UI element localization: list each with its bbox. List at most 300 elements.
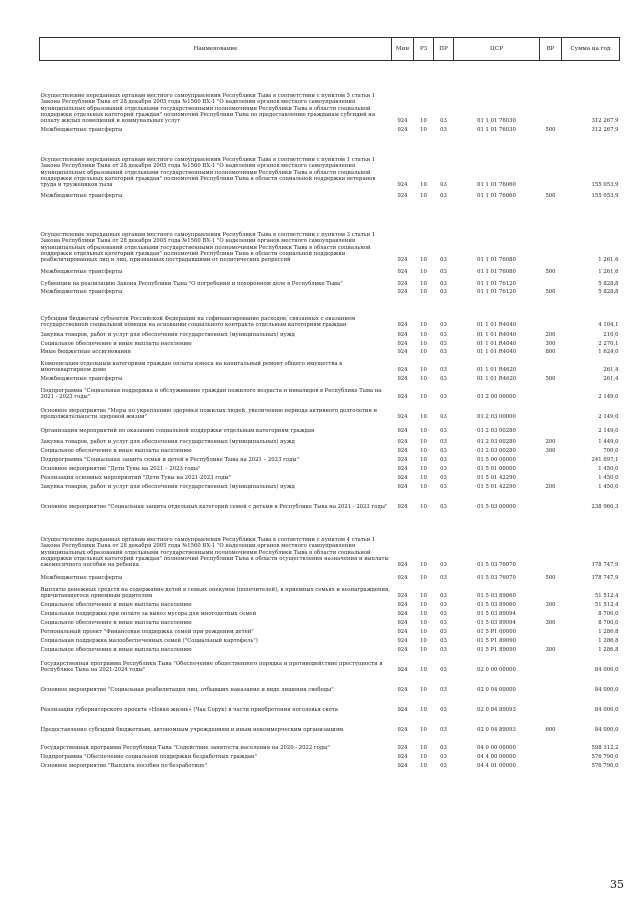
cell-pr: 03: [440, 457, 447, 464]
cell-pr: 03: [440, 332, 447, 339]
cell-sum: 51 512,4: [594, 593, 619, 600]
cell-name: Реализация основных мероприятий "Дети Тувы на 2021-2023 годы": [40, 475, 232, 482]
cell-sum: 1 286,8: [598, 629, 619, 636]
cell-min: 924: [397, 647, 408, 654]
cell-vr: [540, 752, 562, 761]
cell-csr: 01 1 01 R4620: [476, 376, 517, 383]
cell-sum: 598 312,2: [591, 745, 619, 752]
table-row: [40, 645, 620, 654]
cell-name: Осуществление переданных органам местного самоуправления Республики Тыва в соответствии с пунктом 1 статьи 1 Закона Республики Тыва от 28 декабря 2005 года №1560 ВХ-1 "О наделении органов местного самоуправления муниципальных образований отдельными государственными полномочиями Республики Тыва в области социальной поддержки отдельных категорий граждан" полномочий Республики Тыва в области социальной поддержки ветеранов труда и тружеников тыла: [40, 157, 376, 189]
cell-vr: 300: [545, 448, 556, 455]
cell-pr: 03: [440, 118, 447, 125]
cell-name: Субсидии бюджетам субъектов Российской Федерации на софинансирование расходов, связанных с оказанием государственной социальной помощи на основании социального контракта отдельным категориям граждан: [40, 315, 356, 329]
cell-vr: [540, 636, 562, 645]
cell-vr: 500: [545, 575, 556, 582]
cell-sum: 84 000,0: [594, 687, 619, 694]
cell-min: 924: [397, 562, 408, 569]
cell-vr: [540, 383, 562, 401]
cell-vr: [540, 761, 562, 770]
header-vr: ВР: [540, 38, 562, 61]
cell-csr: 04 4 01 00000: [477, 763, 516, 770]
cell-csr: 01 1 01 76030: [477, 127, 516, 134]
cell-sum: 1 624,0: [598, 349, 619, 356]
cell-name: Осуществление переданных органам местного самоуправления Республики Тыва в соответствии с пунктом 5 статьи 1 Закона Республики Тыва от 28 декабря 2005 года №1560 ВХ-1 "О наделении органов местного самоуправления муниципальных образований отдельными государственными полномочиями Республики Тыва в области социальной поддержки отдельных категорий граждан" полномочий Республики Тыва по предоставлению гражданам субсидий на оплату жилых помещений и коммунальных услуг: [40, 93, 376, 125]
cell-rz: 10: [420, 667, 427, 674]
cell-vr: [540, 356, 562, 374]
cell-pr: 03: [440, 448, 447, 455]
cell-sum: 8 700,0: [598, 611, 619, 618]
cell-min: 924: [397, 414, 408, 421]
table-row: [40, 61, 620, 125]
cell-vr: [540, 276, 562, 288]
cell-min: 924: [397, 629, 408, 636]
cell-sum: 312 267,9: [591, 127, 619, 134]
cell-pr: 03: [440, 289, 447, 296]
table-body: [40, 61, 620, 770]
cell-pr: 03: [440, 484, 447, 491]
cell-vr: 800: [545, 349, 556, 356]
cell-csr: 01 1 01 76080: [477, 257, 516, 264]
cell-rz: 10: [420, 602, 427, 609]
table-row: [40, 582, 620, 600]
cell-rz: 10: [420, 629, 427, 636]
cell-min: 924: [397, 745, 408, 752]
table-row: [40, 200, 620, 264]
cell-name: Реализация губернаторского проекта «Новая жизнь» (Чаа Сорук) в части приобретения поголовья скота: [40, 707, 338, 714]
cell-sum: 1 450,0: [598, 466, 619, 473]
table-row: [40, 464, 620, 473]
cell-min: 924: [397, 687, 408, 694]
cell-min: 924: [397, 257, 408, 264]
table-header-row: [40, 38, 620, 61]
cell-pr: 03: [440, 269, 447, 276]
table-row: [40, 356, 620, 374]
cell-vr: 200: [545, 332, 556, 339]
table-row: [40, 569, 620, 582]
cell-name: Компенсация отдельным категориям граждан оплаты взноса на капитальный ремонт общего имущества в многоквартирном доме: [40, 360, 343, 374]
cell-name: Межбюджетные трансферты: [40, 269, 123, 276]
cell-name: Межбюджетные трансферты: [40, 127, 123, 134]
cell-sum: 51 512,4: [594, 602, 619, 609]
cell-rz: 10: [420, 367, 427, 374]
table-row: [40, 714, 620, 734]
cell-rz: 10: [420, 341, 427, 348]
table-row: [40, 134, 620, 189]
cell-sum: 1 286,8: [598, 647, 619, 654]
cell-min: 924: [397, 638, 408, 645]
cell-sum: 155 053,9: [591, 193, 619, 200]
cell-pr: 03: [440, 257, 447, 264]
cell-min: 924: [397, 118, 408, 125]
cell-csr: 01 1 01 76120: [477, 289, 516, 296]
cell-rz: 10: [420, 727, 427, 734]
cell-pr: 03: [440, 575, 447, 582]
table-row: [40, 511, 620, 569]
cell-pr: 03: [440, 611, 447, 618]
cell-vr: 300: [545, 341, 556, 348]
cell-name: Предоставление субсидий бюджетным, автономным учреждениям и иным некоммерческим организациям: [40, 727, 344, 734]
cell-rz: 10: [420, 281, 427, 288]
cell-vr: 500: [545, 193, 556, 200]
cell-csr: 01 1 01 R4620: [476, 367, 517, 374]
cell-csr: 01 1 01 76030: [477, 118, 516, 125]
header-min: Мин: [392, 38, 414, 61]
cell-csr: 02 0 04 00000: [477, 687, 516, 694]
cell-vr: [540, 734, 562, 752]
cell-sum: 238 960,3: [591, 504, 619, 511]
cell-vr: [540, 473, 562, 482]
cell-pr: 03: [440, 439, 447, 446]
cell-vr: [540, 654, 562, 674]
cell-pr: 03: [440, 428, 447, 435]
cell-name: Социальное обеспечение и иные выплаты населению: [40, 448, 192, 455]
cell-min: 924: [397, 193, 408, 200]
cell-vr: 200: [545, 484, 556, 491]
cell-name: Социальная поддержка при оплате за вывоз мусора для многодетных семей: [40, 611, 257, 618]
cell-min: 924: [397, 475, 408, 482]
table-row: [40, 435, 620, 446]
cell-pr: 03: [440, 620, 447, 627]
cell-rz: 10: [420, 394, 427, 401]
table-row: [40, 609, 620, 618]
cell-csr: 01 2 03 00280: [477, 439, 516, 446]
cell-min: 924: [397, 504, 408, 511]
cell-csr: 01 1 01 R4040: [476, 332, 517, 339]
cell-name: Основное мероприятие "Социальная реабилитация лиц, отбывших наказание и виде лишения свободы": [40, 687, 334, 694]
cell-name: Подпрограмма "Социальная поддержка и обслуживание граждан пожилого возраста и инвалидов в Республике Тыва на 2021 - 2023 годы": [40, 387, 382, 401]
cell-vr: 300: [545, 602, 556, 609]
cell-sum: 261,4: [603, 367, 619, 374]
cell-csr: 01 1 01 R4040: [476, 341, 517, 348]
cell-vr: [540, 609, 562, 618]
cell-min: 924: [397, 269, 408, 276]
cell-vr: [540, 511, 562, 569]
cell-min: 924: [397, 367, 408, 374]
cell-name: Выплаты денежных средств на содержание детей в семьях опекунов (попечителей), в приемных семьях и вознаграждения, причитающегося приемным родителям: [40, 586, 391, 600]
cell-rz: 10: [420, 428, 427, 435]
cell-csr: 01 2 03 00280: [477, 428, 516, 435]
cell-pr: 03: [440, 687, 447, 694]
header-rz: РЗ: [414, 38, 434, 61]
cell-sum: 210,0: [603, 332, 619, 339]
cell-rz: 10: [420, 638, 427, 645]
cell-rz: 10: [420, 322, 427, 329]
cell-sum: 261,4: [603, 376, 619, 383]
cell-sum: 2 149,0: [598, 394, 619, 401]
cell-rz: 10: [420, 457, 427, 464]
cell-sum: 155 053,9: [591, 182, 619, 189]
cell-sum: 700,0: [603, 448, 619, 455]
cell-csr: 04 4 00 00000: [477, 754, 516, 761]
cell-pr: 03: [440, 414, 447, 421]
cell-min: 924: [397, 127, 408, 134]
cell-min: 924: [397, 611, 408, 618]
cell-csr: 01 5 03 76070: [477, 562, 516, 569]
cell-pr: 03: [440, 281, 447, 288]
cell-min: 924: [397, 466, 408, 473]
cell-csr: 02 0 04 89093: [477, 707, 516, 714]
cell-csr: 02 0 04 89093: [477, 727, 516, 734]
table-row: [40, 600, 620, 609]
cell-pr: 03: [440, 647, 447, 654]
cell-sum: 241 697,1: [591, 457, 619, 464]
cell-min: 924: [397, 763, 408, 770]
cell-sum: 2 149,0: [598, 428, 619, 435]
cell-vr: [540, 421, 562, 435]
cell-csr: 01 1 01 76080: [477, 269, 516, 276]
cell-min: 924: [397, 182, 408, 189]
cell-rz: 10: [420, 193, 427, 200]
cell-name: Межбюджетные трансферты: [40, 289, 123, 296]
cell-name: Межбюджетные трансферты: [40, 376, 123, 383]
cell-csr: 01 5 01 00000: [477, 466, 516, 473]
table-row: [40, 189, 620, 200]
cell-rz: 10: [420, 754, 427, 761]
table-row: [40, 636, 620, 645]
cell-vr: [540, 627, 562, 636]
cell-sum: 2 149,0: [598, 414, 619, 421]
cell-name: Закупка товаров, работ и услуг для обеспечения государственных (муниципальных) нужд: [40, 484, 295, 491]
cell-pr: 03: [440, 745, 447, 752]
cell-min: 924: [397, 428, 408, 435]
cell-min: 924: [397, 439, 408, 446]
cell-min: 924: [397, 727, 408, 734]
table-row: [40, 264, 620, 276]
cell-name: Субвенции на реализацию Закона Республики Тыва "О погребении и похоронном деле в Республике Тыва": [40, 281, 343, 288]
cell-csr: 01 5 P1 89090: [477, 638, 516, 645]
cell-csr: 04 0 00 00000: [477, 745, 516, 752]
cell-sum: 178 747,9: [591, 562, 619, 569]
header-name: Наименование: [40, 38, 392, 61]
cell-name: Межбюджетные трансферты: [40, 193, 123, 200]
cell-pr: 03: [440, 127, 447, 134]
cell-name: Социальное обеспечение и иные выплаты населению: [40, 620, 192, 627]
table-row: [40, 627, 620, 636]
cell-name: Основное мероприятие "Выплата пособия по безработице": [40, 763, 207, 770]
cell-vr: [540, 582, 562, 600]
cell-vr: 300: [545, 620, 556, 627]
cell-min: 924: [397, 332, 408, 339]
cell-name: Социальное обеспечение и иные выплаты населению: [40, 647, 192, 654]
cell-name: Осуществление переданных органам местного самоуправления Республики Тыва в соответствии с пунктом 4 статьи 1 Закона Республики Тыва от 28 декабря 2005 года №1560 ВХ-1 "О наделении органов местного самоуправления муниципальных образований отдельными государственными полномочиями Республики Тыва в области социальной поддержки отдельных категорий граждан" полномочий Республики Тыва в области осуществления назначения и выплаты ежемесячного пособия на ребенка: [40, 537, 389, 569]
cell-vr: 500: [545, 289, 556, 296]
table-row: [40, 491, 620, 511]
table-row: [40, 734, 620, 752]
cell-sum: 576 790,0: [591, 754, 619, 761]
cell-csr: 01 1 01 76060: [477, 193, 516, 200]
cell-rz: 10: [420, 475, 427, 482]
table-row: [40, 654, 620, 674]
cell-sum: 576 790,0: [591, 763, 619, 770]
cell-rz: 10: [420, 620, 427, 627]
cell-rz: 10: [420, 349, 427, 356]
cell-name: Закупка товаров, работ и услуг для обеспечения государственных (муниципальных) нужд: [40, 439, 295, 446]
cell-name: Подпрограмма "Социальная защита семьи и детей в Республике Тыва на 2021 – 2023 годы": [40, 457, 299, 464]
cell-name: Региональный проект "Финансовая поддержка семей при рождении детей": [40, 629, 254, 636]
cell-pr: 03: [440, 193, 447, 200]
cell-rz: 10: [420, 687, 427, 694]
cell-min: 924: [397, 349, 408, 356]
cell-sum: 1 261,6: [598, 269, 619, 276]
cell-pr: 03: [440, 754, 447, 761]
cell-name: Межбюджетные трансферты: [40, 575, 123, 582]
cell-csr: 01 1 01 R4040: [476, 349, 517, 356]
cell-sum: 4 104,1: [598, 322, 619, 329]
cell-pr: 03: [440, 763, 447, 770]
cell-min: 924: [397, 754, 408, 761]
table-row: [40, 761, 620, 770]
cell-min: 924: [397, 457, 408, 464]
cell-csr: 01 1 01 R4040: [476, 322, 517, 329]
cell-min: 924: [397, 707, 408, 714]
cell-name: Основное мероприятие "Меры по укреплению здоровья пожилых людей, увеличению периода активного долголетия и продолжительности здоровой жизни": [40, 407, 378, 421]
cell-csr: 01 1 01 76060: [477, 182, 516, 189]
cell-pr: 03: [440, 341, 447, 348]
cell-name: Осуществление переданных органам местного самоуправления Республики Тыва в соответствии с пунктом 3 статьи 1 Закона Республики Тыва от 28 декабря 2005 года №1560 ВХ-1 "О наделении органов местного самоуправления муниципальных образований отдельными государственными полномочиями Республики Тыва в области социальной поддержки отдельных категорий граждан" полномочий Республики Тыва в области социальной поддержки реабилитированных лиц и лиц, признанных пострадавшими от политических репрессий: [40, 232, 376, 264]
table-row: [40, 694, 620, 714]
cell-rz: 10: [420, 269, 427, 276]
cell-rz: 10: [420, 593, 427, 600]
cell-sum: 1 261,6: [598, 257, 619, 264]
table-row: [40, 125, 620, 134]
cell-min: 924: [397, 593, 408, 600]
cell-min: 924: [397, 448, 408, 455]
cell-rz: 10: [420, 575, 427, 582]
cell-csr: 01 5 03 89060: [477, 602, 516, 609]
header-csr: ЦСР: [454, 38, 540, 61]
cell-vr: [540, 491, 562, 511]
header-pr: ПР: [434, 38, 454, 61]
cell-name: Подпрограмма "Обеспечение социальной поддержки безработных граждан": [40, 754, 258, 761]
cell-name: Социальное обеспечение и иные выплаты населению: [40, 602, 192, 609]
cell-vr: 500: [545, 269, 556, 276]
cell-sum: 5 828,8: [598, 281, 619, 288]
cell-csr: 01 5 03 76070: [477, 575, 516, 582]
cell-pr: 03: [440, 593, 447, 600]
cell-sum: 1 286,8: [598, 638, 619, 645]
cell-min: 924: [397, 484, 408, 491]
table-row: [40, 618, 620, 627]
cell-vr: [540, 134, 562, 189]
cell-rz: 10: [420, 289, 427, 296]
cell-vr: [540, 464, 562, 473]
cell-rz: 10: [420, 466, 427, 473]
cell-sum: 84 000,0: [594, 667, 619, 674]
cell-name: Государственная программа Республики Тыва "Обеспечение общественного порядка и противодействие преступности в Республике Тыва на 2021-2024 годы": [40, 660, 383, 674]
cell-pr: 03: [440, 466, 447, 473]
cell-pr: 03: [440, 727, 447, 734]
cell-sum: 8 700,0: [598, 620, 619, 627]
table-row: [40, 752, 620, 761]
table-row: [40, 383, 620, 401]
cell-rz: 10: [420, 257, 427, 264]
cell-sum: 84 000,0: [594, 707, 619, 714]
cell-name: Основное мероприятие "Дети Тувы на 2021 – 2023 годы": [40, 466, 201, 473]
cell-pr: 03: [440, 322, 447, 329]
table-row: [40, 421, 620, 435]
cell-min: 924: [397, 667, 408, 674]
cell-rz: 10: [420, 647, 427, 654]
cell-pr: 03: [440, 349, 447, 356]
table-row: [40, 288, 620, 296]
cell-vr: 500: [545, 376, 556, 383]
cell-vr: [540, 674, 562, 694]
table-row: [40, 674, 620, 694]
cell-csr: 01 5 01 42290: [477, 475, 516, 482]
cell-rz: 10: [420, 504, 427, 511]
budget-table: [39, 37, 620, 770]
cell-csr: 01 5 03 89094: [477, 620, 516, 627]
cell-rz: 10: [420, 332, 427, 339]
cell-csr: 01 5 01 42290: [477, 484, 516, 491]
cell-pr: 03: [440, 629, 447, 636]
cell-rz: 10: [420, 707, 427, 714]
cell-sum: 84 000,0: [594, 727, 619, 734]
cell-rz: 10: [420, 414, 427, 421]
cell-pr: 03: [440, 504, 447, 511]
table-row: [40, 482, 620, 491]
cell-rz: 10: [420, 182, 427, 189]
cell-vr: [540, 455, 562, 464]
cell-pr: 03: [440, 602, 447, 609]
cell-pr: 03: [440, 475, 447, 482]
cell-sum: 178 747,9: [591, 575, 619, 582]
cell-rz: 10: [420, 127, 427, 134]
cell-min: 924: [397, 394, 408, 401]
cell-pr: 03: [440, 562, 447, 569]
cell-csr: 01 5 P1 89090: [477, 647, 516, 654]
cell-min: 924: [397, 602, 408, 609]
cell-name: Закупка товаров, работ и услуг для обеспечения государственных (муниципальных) нужд: [40, 332, 295, 339]
cell-csr: 01 5 03 89094: [477, 611, 516, 618]
cell-sum: 1 449,0: [598, 439, 619, 446]
cell-sum: 5 828,8: [598, 289, 619, 296]
page-number: 35: [610, 878, 624, 891]
cell-min: 924: [397, 376, 408, 383]
cell-rz: 10: [420, 763, 427, 770]
cell-min: 924: [397, 341, 408, 348]
cell-sum: 312 267,9: [591, 118, 619, 125]
cell-pr: 03: [440, 394, 447, 401]
cell-min: 924: [397, 575, 408, 582]
table-row: [40, 401, 620, 421]
cell-name: Государственная программа Республики Тыва "Содействие занятости населения на 2020 - 2022 годы": [40, 745, 330, 752]
cell-pr: 03: [440, 367, 447, 374]
cell-csr: 01 2 03 00280: [477, 448, 516, 455]
cell-vr: 200: [545, 439, 556, 446]
cell-rz: 10: [420, 439, 427, 446]
cell-csr: 02 0 00 00000: [477, 667, 516, 674]
table-row: [40, 446, 620, 455]
cell-name: Социальное обеспечение и иные выплаты населению: [40, 341, 192, 348]
cell-vr: [540, 296, 562, 329]
cell-vr: 500: [545, 127, 556, 134]
table-row: [40, 276, 620, 288]
cell-rz: 10: [420, 448, 427, 455]
cell-csr: 01 2 03 00000: [477, 414, 516, 421]
table-row: [40, 329, 620, 339]
table-row: [40, 455, 620, 464]
cell-csr: 01 1 01 76120: [477, 281, 516, 288]
cell-rz: 10: [420, 745, 427, 752]
cell-sum: 1 450,0: [598, 475, 619, 482]
cell-name: Иные бюджетные ассигнования: [40, 349, 131, 356]
cell-rz: 10: [420, 484, 427, 491]
cell-min: 924: [397, 620, 408, 627]
cell-pr: 03: [440, 638, 447, 645]
cell-rz: 10: [420, 611, 427, 618]
cell-name: Организация мероприятий по оказанию социальной поддержки отдельным категориям граждан: [40, 428, 315, 435]
